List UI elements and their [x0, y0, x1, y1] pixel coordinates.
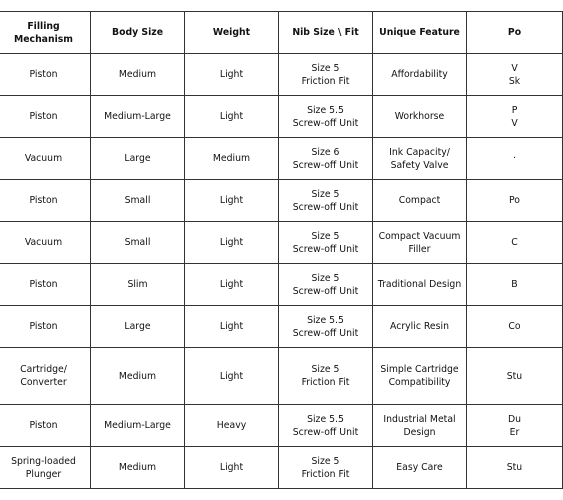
cell-nib-size-fit: Size 5.5 Screw-off Unit — [279, 405, 373, 447]
cell-unique-feature: Industrial Metal Design — [373, 405, 467, 447]
header-truncated: Po — [467, 12, 563, 54]
cell-filling-mechanism: Vacuum — [0, 138, 91, 180]
cell-weight: Medium — [185, 138, 279, 180]
cell-weight: Light — [185, 348, 279, 405]
header-weight: Weight — [185, 12, 279, 54]
cell-truncated: Co — [467, 306, 563, 348]
cell-body-size: Small — [91, 222, 185, 264]
table-row — [0, 405, 563, 447]
cell-truncated: B — [467, 264, 563, 306]
cell-body-size: Medium — [91, 447, 185, 489]
cell-nib-size-fit: Size 5 Friction Fit — [279, 447, 373, 489]
cell-body-size: Medium — [91, 54, 185, 96]
table-row — [0, 264, 563, 306]
cell-weight: Light — [185, 447, 279, 489]
cell-body-size: Small — [91, 180, 185, 222]
cell-nib-size-fit: Size 5 Friction Fit — [279, 348, 373, 405]
cell-weight: Light — [185, 96, 279, 138]
cell-body-size: Large — [91, 306, 185, 348]
cell-nib-size-fit: Size 5.5 Screw-off Unit — [279, 306, 373, 348]
cell-truncated: C — [467, 222, 563, 264]
cell-truncated: P V — [467, 96, 563, 138]
pen-comparison-table-container — [0, 11, 563, 489]
cell-nib-size-fit: Size 5 Screw-off Unit — [279, 222, 373, 264]
cell-unique-feature: Traditional Design — [373, 264, 467, 306]
cell-filling-mechanism: Piston — [0, 264, 91, 306]
cell-truncated: Stu — [467, 348, 563, 405]
header-row — [0, 12, 563, 54]
header-nib-size-fit: Nib Size \ Fit — [279, 12, 373, 54]
cell-filling-mechanism: Piston — [0, 180, 91, 222]
cell-unique-feature: Compact — [373, 180, 467, 222]
cell-truncated: · — [467, 138, 563, 180]
cell-truncated: Du Er — [467, 405, 563, 447]
cell-nib-size-fit: Size 5 Screw-off Unit — [279, 264, 373, 306]
table-row — [0, 222, 563, 264]
table-row — [0, 96, 563, 138]
cell-unique-feature: Workhorse — [373, 96, 467, 138]
cell-filling-mechanism: Piston — [0, 54, 91, 96]
cell-body-size: Large — [91, 138, 185, 180]
cell-weight: Light — [185, 54, 279, 96]
cell-truncated: Po — [467, 180, 563, 222]
cell-body-size: Medium — [91, 348, 185, 405]
cell-filling-mechanism: Piston — [0, 306, 91, 348]
cell-filling-mechanism: Piston — [0, 405, 91, 447]
cell-unique-feature: Simple Cartridge Compatibility — [373, 348, 467, 405]
table-row — [0, 54, 563, 96]
table-row — [0, 306, 563, 348]
table-row — [0, 447, 563, 489]
cell-unique-feature: Compact Vacuum Filler — [373, 222, 467, 264]
cell-body-size: Medium-Large — [91, 96, 185, 138]
table-row — [0, 138, 563, 180]
cell-nib-size-fit: Size 6 Screw-off Unit — [279, 138, 373, 180]
cell-unique-feature: Affordability — [373, 54, 467, 96]
cell-truncated: Stu — [467, 447, 563, 489]
table-row — [0, 348, 563, 405]
cell-unique-feature: Easy Care — [373, 447, 467, 489]
cell-weight: Heavy — [185, 405, 279, 447]
cell-body-size: Medium-Large — [91, 405, 185, 447]
pen-comparison-table — [0, 11, 563, 489]
cell-nib-size-fit: Size 5 Screw-off Unit — [279, 180, 373, 222]
cell-body-size: Slim — [91, 264, 185, 306]
header-filling-mechanism: Filling Mechanism — [0, 12, 91, 54]
cell-weight: Light — [185, 222, 279, 264]
cell-nib-size-fit: Size 5.5 Screw-off Unit — [279, 96, 373, 138]
cell-filling-mechanism: Vacuum — [0, 222, 91, 264]
cell-weight: Light — [185, 180, 279, 222]
cell-weight: Light — [185, 264, 279, 306]
cell-nib-size-fit: Size 5 Friction Fit — [279, 54, 373, 96]
cell-weight: Light — [185, 306, 279, 348]
cell-unique-feature: Acrylic Resin — [373, 306, 467, 348]
cell-filling-mechanism: Spring-loaded Plunger — [0, 447, 91, 489]
header-unique-feature: Unique Feature — [373, 12, 467, 54]
cell-unique-feature: Ink Capacity/ Safety Valve — [373, 138, 467, 180]
cell-truncated: V Sk — [467, 54, 563, 96]
header-body-size: Body Size — [91, 12, 185, 54]
table-row — [0, 180, 563, 222]
cell-filling-mechanism: Cartridge/ Converter — [0, 348, 91, 405]
cell-filling-mechanism: Piston — [0, 96, 91, 138]
